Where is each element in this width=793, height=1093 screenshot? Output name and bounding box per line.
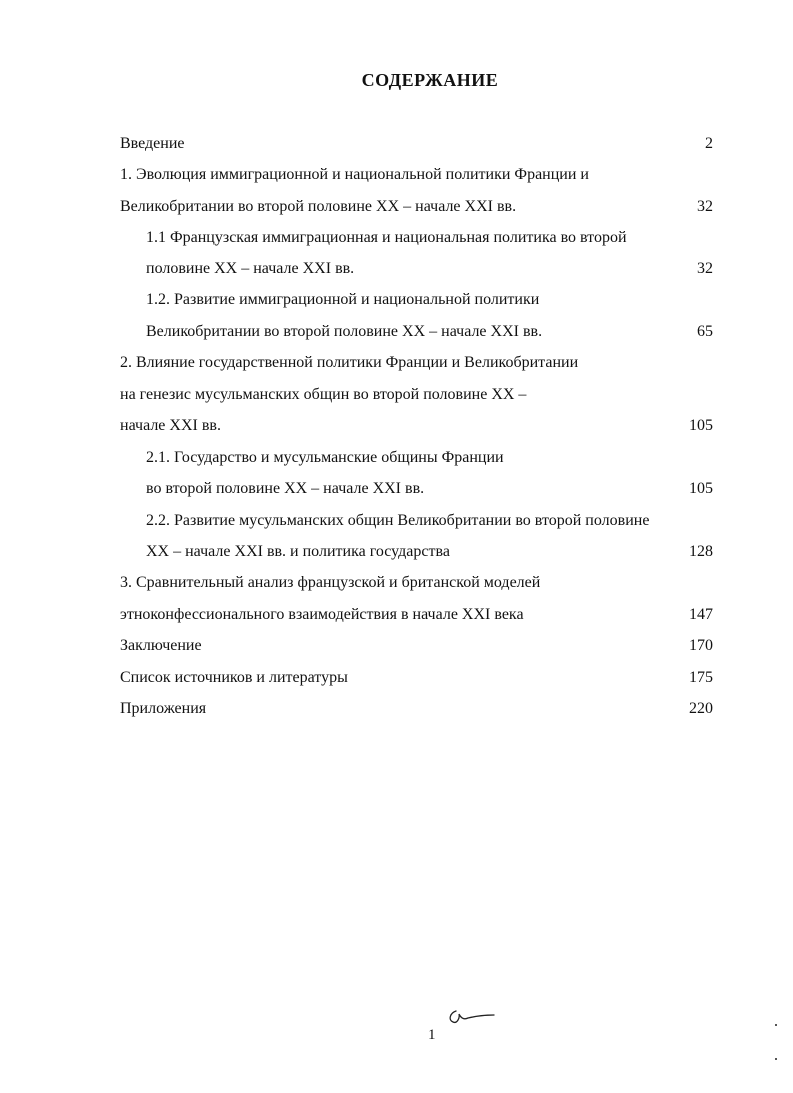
- toc-s2-2-line1: 2.2. Развитие мусульманских общин Великобритании во второй половине: [146, 512, 650, 529]
- toc-ch1-line1: 1. Эволюция иммиграционной и национальной политики Франции и: [120, 166, 589, 183]
- toc-ch2-line3: начале XXI вв.: [120, 417, 221, 434]
- toc-ch2-line2: на генезис мусульманских общин во второй половине XX –: [120, 386, 527, 403]
- toc-s2-2-line2: XX – начале XXI вв. и политика государства: [146, 543, 450, 560]
- page-number: 1: [428, 1027, 436, 1043]
- toc-s1-2-page: 65: [697, 323, 713, 340]
- toc-s1-2-line2: Великобритании во второй половине XX – начале XXI вв.: [146, 323, 543, 340]
- toc-appendix-page: 220: [689, 700, 713, 717]
- toc-s2-2-page: 128: [689, 543, 713, 560]
- toc-ch3-line1: 3. Сравнительный анализ французской и британской моделей: [120, 574, 541, 591]
- toc-ch3-line2: этноконфессионального взаимодействия в начале XXI века: [120, 606, 524, 623]
- scan-speck: [775, 1058, 777, 1060]
- toc-sources-label: Список источников и литературы: [120, 669, 348, 686]
- toc-s2-1-line1: 2.1. Государство и мусульманские общины Франции: [146, 449, 504, 466]
- toc-s1-1-line2: половине XX – начале XXI вв.: [146, 260, 355, 277]
- toc-s1-1-page: 32: [697, 260, 713, 277]
- toc-appendix-label: Приложения: [120, 700, 207, 717]
- toc-intro-label: Введение: [120, 135, 185, 152]
- toc-conclusion-page: 170: [689, 637, 713, 654]
- toc-ch3-page: 147: [689, 606, 713, 623]
- toc-ch2-page: 105: [689, 417, 713, 434]
- toc-intro-page: 2: [705, 135, 713, 152]
- toc-sources-page: 175: [689, 669, 713, 686]
- toc-s2-1-line2: во второй половине XX – начале XXI вв.: [146, 480, 425, 497]
- signature-mark: [446, 1004, 496, 1026]
- toc-ch2-line1: 2. Влияние государственной политики Франции и Великобритании: [120, 354, 579, 371]
- toc-s2-1-page: 105: [689, 480, 713, 497]
- page-title: СОДЕРЖАНИЕ: [361, 70, 499, 90]
- scan-speck: [775, 1024, 777, 1026]
- toc-s1-1-line1: 1.1 Французская иммиграционная и национальная политика во второй: [146, 229, 627, 246]
- toc-ch1-line2: Великобритании во второй половине XX – начале XXI вв.: [120, 198, 517, 215]
- toc-conclusion-label: Заключение: [120, 637, 202, 654]
- toc-ch1-page: 32: [697, 198, 713, 215]
- toc-s1-2-line1: 1.2. Развитие иммиграционной и национальной политики: [146, 291, 540, 308]
